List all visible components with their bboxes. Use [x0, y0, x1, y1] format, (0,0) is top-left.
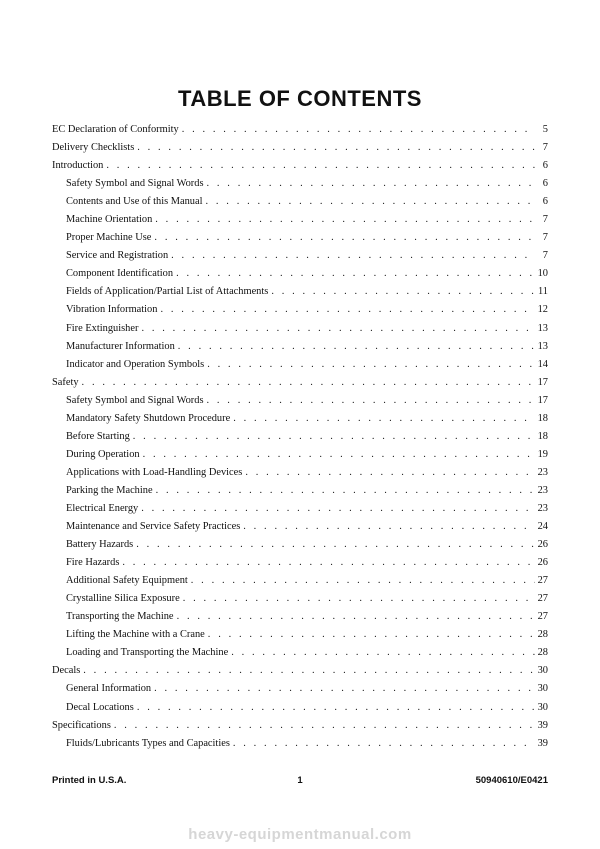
- toc-entry-page: 23: [537, 502, 548, 514]
- toc-subentry[interactable]: [52, 626, 548, 644]
- toc-entry-page: 30: [537, 665, 548, 677]
- toc-entry-page: 27: [537, 611, 548, 623]
- toc-entry-label: Safety Symbol and Signal Words: [66, 394, 204, 406]
- toc-entry-label: EC Declaration of Conformity: [52, 124, 179, 135]
- toc-entry-label: Parking the Machine: [66, 484, 153, 496]
- toc-entry[interactable]: [52, 139, 548, 157]
- toc-entry-page: 11: [537, 286, 548, 298]
- toc-subentry[interactable]: [52, 301, 548, 319]
- toc-entry[interactable]: [52, 717, 548, 735]
- toc-entry-label: Decals: [52, 665, 81, 677]
- toc-subentry[interactable]: [52, 265, 548, 283]
- dot-leader: [136, 536, 534, 554]
- dot-leader: [106, 157, 535, 175]
- toc-entry-label: Service and Registration: [66, 250, 169, 262]
- toc-subentry[interactable]: [52, 554, 548, 572]
- toc-subentry[interactable]: [52, 536, 548, 554]
- toc-entry-label: Applications with Load-Handling Devices: [66, 466, 243, 478]
- dot-leader: [208, 626, 535, 644]
- toc-entry-page: 18: [537, 430, 548, 442]
- toc-entry-page: 30: [537, 683, 548, 695]
- toc-entry-page: 6: [542, 196, 548, 208]
- footer-page-number: 1: [297, 775, 303, 786]
- toc-entry-label: Mandatory Safety Shutdown Procedure: [66, 412, 231, 424]
- toc-subentry[interactable]: [52, 699, 548, 717]
- toc-entry-label: Crystalline Silica Exposure: [66, 593, 180, 605]
- dot-leader: [82, 374, 535, 392]
- dot-leader: [156, 482, 535, 500]
- dot-leader: [141, 320, 534, 338]
- toc-subentry[interactable]: [52, 338, 548, 356]
- toc-entry-label: Before Starting: [66, 430, 130, 442]
- toc-subentry[interactable]: [52, 229, 548, 247]
- toc-entry-page: 7: [542, 250, 548, 262]
- table-of-contents: [52, 121, 548, 753]
- toc-entry-label: Lifting the Machine with a Crane: [66, 629, 205, 641]
- toc-entry-page: 19: [537, 448, 548, 460]
- dot-leader: [191, 572, 535, 590]
- toc-subentry[interactable]: [52, 392, 548, 410]
- toc-entry-page: 7: [542, 232, 548, 244]
- dot-leader: [155, 211, 535, 229]
- dot-leader: [182, 121, 535, 139]
- toc-subentry[interactable]: [52, 428, 548, 446]
- toc-subentry[interactable]: [52, 446, 548, 464]
- toc-entry-label: Fields of Application/Partial List of Attachments: [66, 286, 269, 298]
- toc-entry-label: Machine Orientation: [66, 214, 153, 226]
- toc-entry-label: Decal Locations: [66, 701, 134, 713]
- toc-subentry[interactable]: [52, 283, 548, 301]
- toc-entry-label: General Information: [66, 683, 152, 695]
- dot-leader: [137, 699, 535, 717]
- toc-entry-label: Fire Hazards: [66, 557, 120, 569]
- dot-leader: [177, 608, 535, 626]
- toc-entry-page: 28: [537, 647, 548, 659]
- dot-leader: [206, 193, 535, 211]
- dot-leader: [114, 717, 535, 735]
- toc-entry-page: 6: [542, 178, 548, 190]
- toc-entry-page: 28: [537, 629, 548, 641]
- toc-subentry[interactable]: [52, 680, 548, 698]
- toc-subentry[interactable]: [52, 644, 548, 662]
- toc-entry-page: 10: [537, 268, 548, 280]
- toc-entry-page: 18: [537, 412, 548, 424]
- toc-entry-label: Fluids/Lubricants Types and Capacities: [66, 737, 230, 749]
- toc-subentry[interactable]: [52, 410, 548, 428]
- dot-leader: [160, 301, 534, 319]
- toc-entry-page: 39: [537, 719, 548, 731]
- toc-entry-page: 7: [542, 142, 548, 154]
- toc-entry-page: 12: [537, 304, 548, 316]
- toc-entry[interactable]: [52, 121, 548, 139]
- toc-entry-label: Electrical Energy: [66, 502, 139, 514]
- toc-subentry[interactable]: [52, 500, 548, 518]
- dot-leader: [207, 392, 535, 410]
- toc-entry-label: Loading and Transporting the Machine: [66, 647, 229, 659]
- toc-entry-label: Safety Symbol and Signal Words: [66, 178, 204, 190]
- toc-subentry[interactable]: [52, 464, 548, 482]
- toc-entry-label: Indicator and Operation Symbols: [66, 358, 205, 370]
- toc-entry-page: 27: [537, 575, 548, 587]
- toc-entry-page: 39: [537, 737, 548, 749]
- toc-entry-label: Additional Safety Equipment: [66, 575, 188, 587]
- dot-leader: [137, 139, 535, 157]
- toc-entry-page: 23: [537, 484, 548, 496]
- toc-subentry[interactable]: [52, 175, 548, 193]
- toc-entry-page: 13: [537, 340, 548, 352]
- dot-leader: [154, 229, 535, 247]
- toc-entry-page: 17: [537, 376, 548, 388]
- toc-entry-page: 7: [542, 214, 548, 226]
- watermark-text: heavy-equipmentmanual.com: [188, 826, 412, 843]
- dot-leader: [233, 410, 534, 428]
- toc-subentry[interactable]: [52, 518, 548, 536]
- dot-leader: [154, 680, 535, 698]
- toc-subentry[interactable]: [52, 247, 548, 265]
- dot-leader: [83, 662, 534, 680]
- dot-leader: [207, 356, 534, 374]
- dot-leader: [122, 554, 534, 572]
- toc-entry-page: 27: [537, 593, 548, 605]
- toc-entry-label: Introduction: [52, 160, 104, 172]
- dot-leader: [141, 500, 534, 518]
- toc-subentry[interactable]: [52, 735, 548, 753]
- dot-leader: [171, 247, 535, 265]
- toc-entry-label: Safety: [52, 376, 79, 388]
- toc-entry-page: 13: [537, 322, 548, 334]
- toc-entry[interactable]: [52, 662, 548, 680]
- page-footer: [52, 775, 548, 789]
- dot-leader: [271, 283, 535, 301]
- dot-leader: [143, 446, 535, 464]
- dot-leader: [178, 338, 535, 356]
- toc-entry-page: 17: [537, 394, 548, 406]
- dot-leader: [133, 428, 535, 446]
- toc-entry[interactable]: [52, 374, 548, 392]
- toc-entry-page: 26: [537, 557, 548, 569]
- toc-entry-label: Transporting the Machine: [66, 611, 174, 623]
- footer-print-location: Printed in U.S.A.: [52, 775, 127, 786]
- toc-entry-label: Vibration Information: [66, 304, 158, 316]
- toc-entry-label: Battery Hazards: [66, 539, 134, 551]
- dot-leader: [207, 175, 535, 193]
- toc-entry-label: Maintenance and Service Safety Practices: [66, 521, 241, 533]
- dot-leader: [176, 265, 535, 283]
- toc-entry[interactable]: [52, 157, 548, 175]
- toc-entry-label: During Operation: [66, 448, 140, 460]
- toc-subentry[interactable]: [52, 320, 548, 338]
- toc-subentry[interactable]: [52, 482, 548, 500]
- toc-entry-label: Manufacturer Information: [66, 340, 175, 352]
- toc-entry-page: 14: [537, 358, 548, 370]
- dot-leader: [245, 464, 534, 482]
- toc-entry-label: Fire Extinguisher: [66, 322, 139, 334]
- toc-entry-page: 6: [542, 160, 548, 172]
- toc-subentry[interactable]: [52, 193, 548, 211]
- toc-subentry[interactable]: [52, 572, 548, 590]
- toc-subentry[interactable]: [52, 356, 548, 374]
- footer-document-number: 50940610/E0421: [475, 775, 548, 786]
- toc-entry-label: Component Identification: [66, 268, 174, 280]
- toc-subentry[interactable]: [52, 590, 548, 608]
- page-title: TABLE OF CONTENTS: [178, 86, 422, 111]
- toc-entry-page: 23: [537, 466, 548, 478]
- dot-leader: [233, 735, 535, 753]
- toc-entry-label: Delivery Checklists: [52, 142, 135, 154]
- toc-subentry[interactable]: [52, 211, 548, 229]
- toc-entry-label: Specifications: [52, 719, 111, 731]
- toc-entry-page: 24: [537, 521, 548, 533]
- toc-entry-page: 30: [537, 701, 548, 713]
- dot-leader: [243, 518, 534, 536]
- toc-subentry[interactable]: [52, 608, 548, 626]
- dot-leader: [183, 590, 535, 608]
- toc-entry-label: Contents and Use of this Manual: [66, 196, 203, 208]
- dot-leader: [231, 644, 534, 662]
- toc-entry-page: 5: [542, 124, 548, 135]
- toc-entry-label: Proper Machine Use: [66, 232, 152, 244]
- toc-entry-page: 26: [537, 539, 548, 551]
